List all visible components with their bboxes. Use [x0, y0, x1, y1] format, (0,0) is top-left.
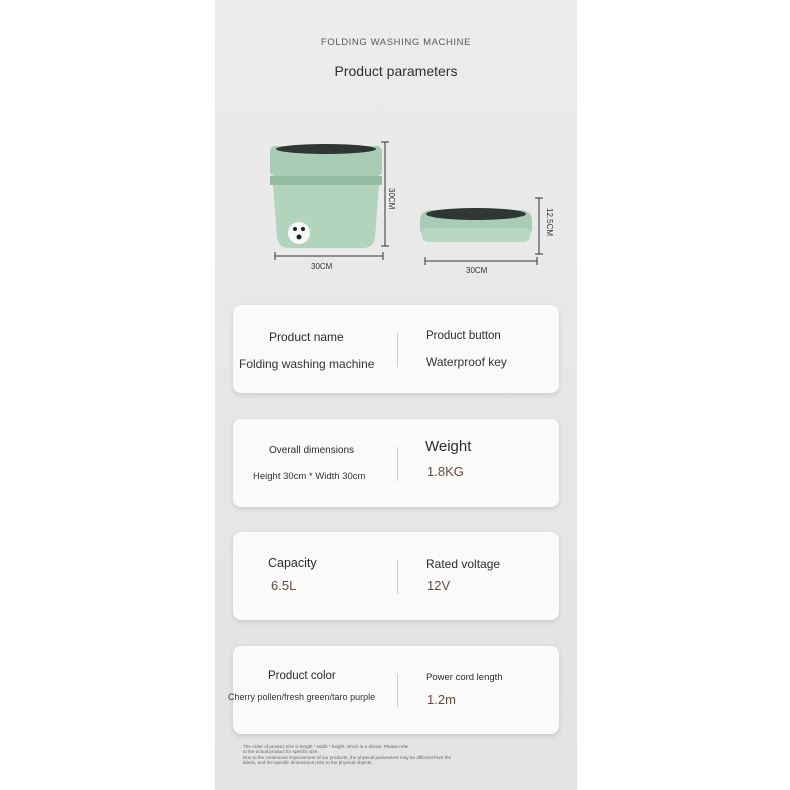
capacity-label: Capacity — [268, 556, 317, 570]
footnote — [243, 744, 543, 765]
unfolded-height-label: 30CM — [387, 188, 396, 210]
product-name-value: Folding washing machine — [239, 357, 375, 371]
rated-voltage-value: 12V — [427, 578, 451, 593]
folded-machine — [420, 198, 543, 265]
power-cord-length-label: Power cord length — [426, 672, 503, 683]
footnote-line: labels, and the specific dimensions refer to the physical objects. — [243, 759, 373, 765]
folded-width-label: 30CM — [466, 266, 488, 275]
product-illustration — [215, 0, 577, 290]
unfolded-machine — [270, 142, 389, 260]
overall-dimensions-value: Height 30cm * Width 30cm — [253, 471, 366, 482]
brand-heading: FOLDING WASHING MACHINE — [320, 37, 472, 48]
card-divider — [397, 674, 398, 708]
capacity-value: 6.5L — [271, 578, 297, 593]
footnote-line: Due to the continuous improvement of our products, the physical parameters may be different from the — [243, 754, 452, 760]
spec-card-capacity — [233, 532, 559, 620]
weight-value: 1.8KG — [427, 464, 464, 479]
product-name-label: Product name — [269, 330, 344, 344]
rated-voltage-label: Rated voltage — [426, 557, 501, 571]
footnote-line: The order of product size is length * width * height, which is a divisor. Please refer — [243, 744, 409, 749]
product-parameters-panel — [215, 0, 577, 790]
product-color-label: Product color — [268, 670, 336, 682]
product-color-value: Cherry pollen/fresh green/taro purple — [228, 692, 376, 702]
overall-dimensions-label: Overall dimensions — [269, 445, 355, 456]
folded-height-label: 12.5CM — [545, 208, 554, 237]
card-divider — [397, 560, 398, 594]
footnote-line: to the actual product for specific size. — [243, 749, 319, 755]
unfolded-width-label: 30CM — [311, 262, 333, 271]
page-title: Product parameters — [334, 63, 458, 79]
product-button-label: Product button — [426, 330, 501, 342]
weight-label: Weight — [425, 438, 472, 455]
card-divider — [397, 333, 398, 367]
spec-card-product-name — [233, 305, 559, 393]
spec-card-dimensions — [233, 419, 559, 507]
spec-card-color — [228, 646, 559, 734]
product-button-value: Waterproof key — [426, 355, 507, 369]
power-cord-length-value: 1.2m — [427, 692, 456, 707]
card-divider — [397, 447, 398, 481]
